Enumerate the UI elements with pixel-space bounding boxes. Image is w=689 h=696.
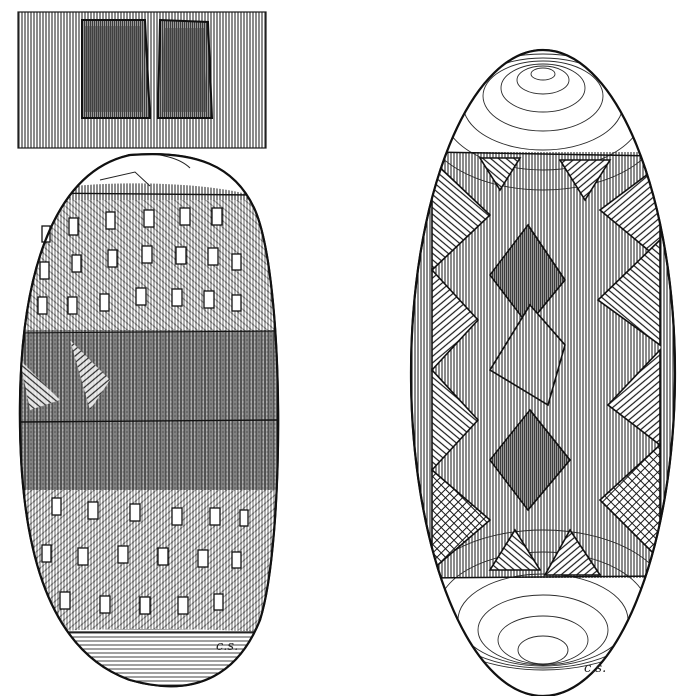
- handle-detail: [18, 12, 266, 148]
- left-shield-signature: c.s.: [216, 639, 239, 654]
- left-shield: [10, 140, 290, 696]
- right-shield-signature: c.s.: [584, 661, 607, 676]
- right-shield: [400, 40, 689, 696]
